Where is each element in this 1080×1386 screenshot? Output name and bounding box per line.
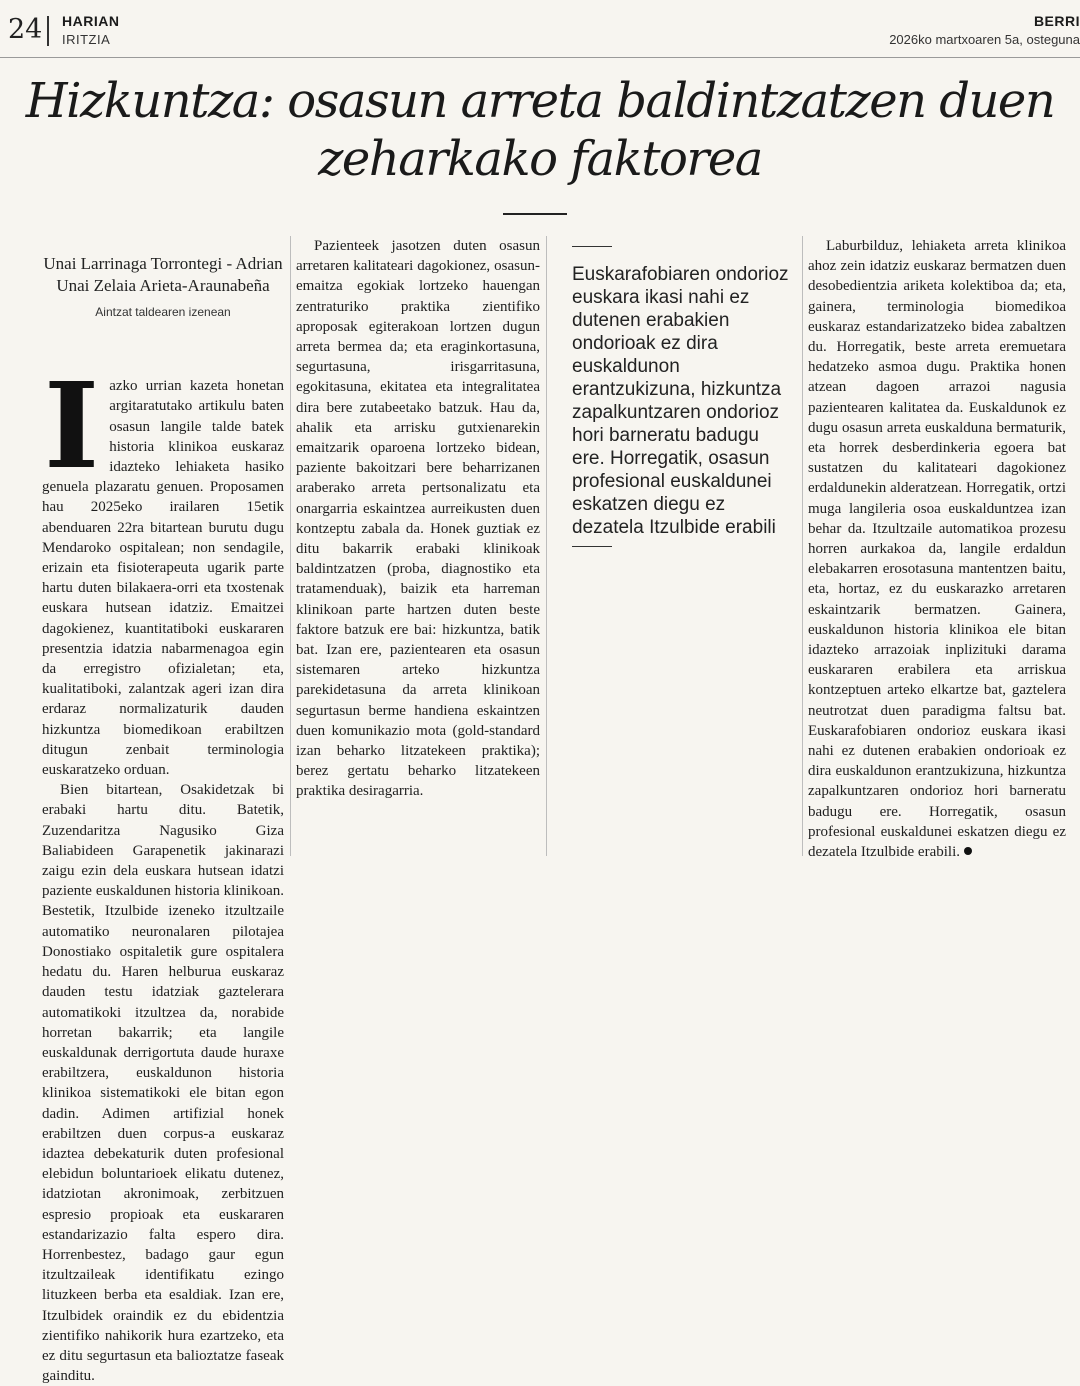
end-of-article-mark <box>964 847 972 855</box>
body-paragraph: Laburbilduz, lehiaketa arreta klinikoa ahoz zein idatziz euskaraz bermatzen duen desobedientzia ariketa kolektiboa da; eta, gainera, terminologia biomedikoa euskaraz estandarizatzeko bidea zabaltzen du. Horregatik, beste arreta eremuetara hedatzeko asmoa dugu. Praktika honen atzean dagoen arrazoi nagusia pazientearen kalitatea da. Euskaldunok ez dugu osasun arreta euskalduna bermaturik, eta horrek desberdinkeria egoera bat sustatzen du kalitateari dagokionez erdaldunekin alderatzean. Horregatik, ortzi muga langileria osoa euskalduntzea izan behar da. Itzultzaile automatikoa prozesu horren aurkakoa da, langile erdaldun elebakarren erosotasuna mantentzen baitu, eta, hortaz, ez du euskarazko arretaren eskaintzarik bermatzen. Gainera, euskaldunon historia klinikoa ele bitan idazteko arrazoiak inplizituki darama euskararen erabilera eta arriskua kontzeptuen arteko elkartze bat, gaztelera neutrotzat duen paradigma faltsu bat. Euskarafobiaren ondorioz euskara ikasi nahi ez dutenen erabakien ondorioak ez dira euskaldunon erantzukizuna, hizkuntza zapalkuntzaren ondorioz hori barneratu badugu ere. Horregatik, osasun profesional euskaldunei eskatzen diegu ez dezatela Itzulbide erabili. <box>808 238 1066 861</box>
header-divider <box>47 16 49 46</box>
page-number: 24 <box>8 14 43 45</box>
article-title: Hizkuntza: osasun arreta baldintzatzen duen zeharkako faktorea <box>25 73 1055 187</box>
drop-cap: I <box>44 356 100 496</box>
article-authors: Unai Larrinaga Torrontegi - Adrian Unai Zelaia Arieta-Araunabeña <box>43 254 283 295</box>
publication-name: BERRI <box>1033 13 1080 29</box>
author-affiliation: Aintzat taldearen izenean <box>95 305 231 319</box>
column-divider <box>546 236 547 856</box>
article-column-3 <box>552 236 794 547</box>
title-rule <box>503 213 567 215</box>
article-column-1 <box>42 236 284 1386</box>
body-paragraph: Pazienteek jasotzen duten osasun arretaren kalitateari dagokionez, osasun-emaitza egokiak lortzeko hauengan zentraturiko praktika zientifiko aproposak egiterakoan lortzen dugun arreta bermea da; eta eraginkortasuna, segurtasuna, irisgarritasuna, egokitasuna, ekitatea eta integralitatea dira bere zutabeetako batzuk. Hau da, ahalik eta arrisku gutxienarekin emaitzarik oparoena lortzeko bidean, paziente bakoitzari bere beharrizanen araberako arreta pertsonalizatu eta onargarria eskaintzea aurreikusten duen kontzeptu zabala da. Honek guztiak ez ditu bakarrik erabaki klinikoak baldintzatzen (proba, diagnostiko eta tratamenduak), baizik eta harreman klinikoan parte hartzen duten beste faktore batzuk ere bai: hizkuntza, batik bat. Izan ere, pazientearen eta osasun sistemaren arteko hizkuntza parekidetasuna da arreta klinikoan segurtasun berme handiena eskaintzen duen komunikazio mota (gold-standard izan beharko litzatekeen praktika); berez gertatu beharko litzatekeen praktika desiragarria. <box>296 238 540 800</box>
body-paragraph: Bien bitartean, Osakidetzak bi erabaki hartu ditu. Batetik, Zuzendaritza Nagusiko Giza Baliabideen Garapenetik jakinarazi zaigu ezin dela euskara hutsean idatzi paziente euskaldunen historia klinikoan. Bestetik, Itzulbide izeneko itzultzaile automatiko neuronalaren pilotajea Donostiako ospitaletik gure ospitalera hedatu du. Haren helburua euskaraz dauden testu idatziak gaztelerara automatikoki itzultzea da, norabide horretan bakarrik; eta langile euskaldunak derrigortuta daude huraxe erabiltzera, euskaldunon historia klinikoa sistematikoki ele bitan egon dadin. Adimen artifizial honek erabiltzen duen corpus-a euskaraz idaztea debekaturik duten profesional elebidun boluntarioek elikatu dutenez, idatziotan akronimoak, zerbitzuen espresio propioak eta euskararen estandarizazio falta espero dira. Horrenbestez, badago gaur egun itzultzaileak identifikatu ezingo lituzkeen berba eta esaldiak. Izan ere, Itzulbidek oraindik ez du ebidentzia zientifiko nahikorik hura ezartzeko, eta ez ditu segurtasun eta balioztatze faseak gainditu. <box>42 782 284 1385</box>
column-divider <box>290 236 291 856</box>
article-column-2 <box>296 236 540 802</box>
column-divider <box>802 236 803 856</box>
pull-quote-rule-top <box>572 246 612 247</box>
section-label: HARIAN <box>62 13 120 29</box>
pull-quote-rule-bottom <box>572 546 612 547</box>
body-paragraph: azko urrian kazeta honetan argitaratutako artikulu baten osasun langile talde batek historia klinikoa euskaraz idazteko lehiaketa hasiko genuela plazaratu genuen. Proposamen hau 2025eko irailaren 15etik abenduaren 22ra bitartean burutu dugu Mendaroko ospitalean; non sendagile, erizain eta fisioterapeuta ugarik parte hartu duten bilakaera-orri eta txostenak euskara hutsean idatziz. Emaitzei dagokienez, kuantitatiboki euskararen presentzia idatzia nabarmenagoa egin da erregistro ofizialetan; eta, kualitatiboki, zalantzak ageri izan dira erdaraz normalizaturik dauden hizkuntza biomedikoan erabiltzen ditugun zenbait terminologia euskaratzeko orduan. <box>42 378 284 779</box>
subsection-label: IRITZIA <box>62 32 111 47</box>
publication-date: 2026ko martxoaren 5a, osteguna <box>889 32 1080 47</box>
page-header <box>0 0 1080 58</box>
pull-quote: Euskarafobiaren ondorioz euskara ikasi nahi ez dutenen erabakien ondorioak ez dira euskaldunon erantzukizuna, hizkuntza zapalkuntzaren ondorioz hori barneratu badugu ere. Horregatik, osasun profesional euskaldunei eskatzen diegu ez dezatela Itzulbide erabili <box>572 264 789 538</box>
header-rule <box>0 57 1080 58</box>
article-column-4 <box>808 236 1066 862</box>
body-text-start <box>42 356 284 1386</box>
